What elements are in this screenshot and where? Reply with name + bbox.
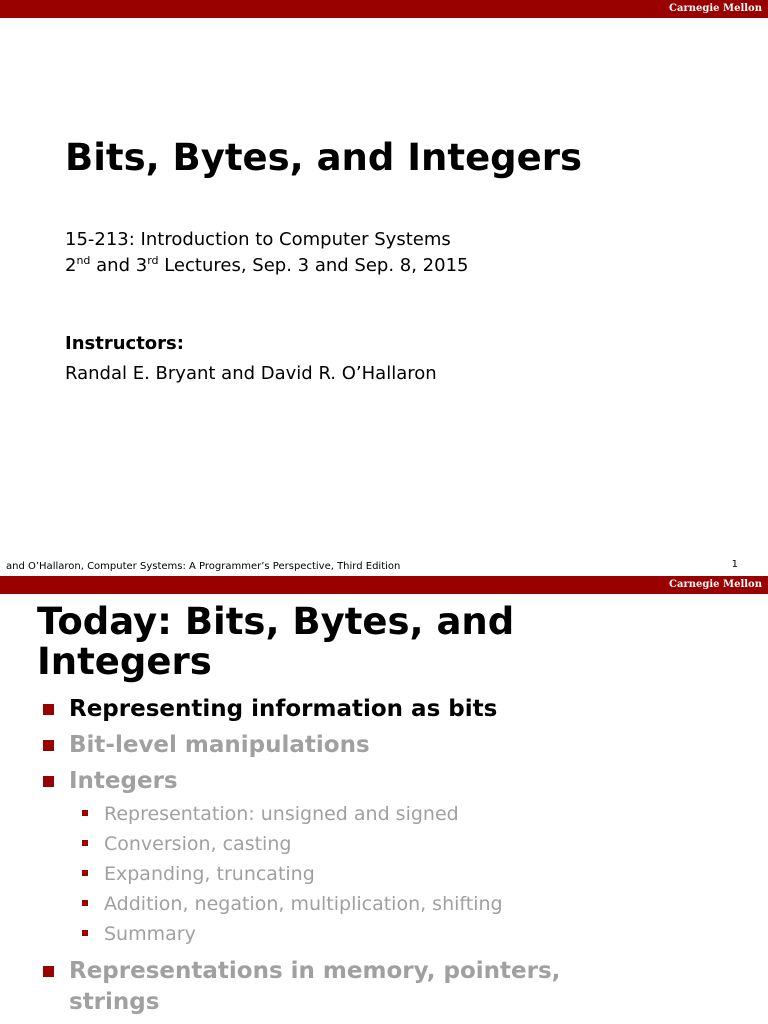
slide-footer: and O’Hallaron, Computer Systems: A Programmer’s Perspective, Third Edition <box>6 561 401 572</box>
bullet-square-icon <box>43 776 54 787</box>
bullet-text: Integers <box>69 768 178 794</box>
sub-bullet-square-icon <box>82 870 88 876</box>
sub-bullet-text: Conversion, casting <box>104 833 292 855</box>
lectures-n1: 2 <box>65 255 77 276</box>
sub-bullet-square-icon <box>82 840 88 846</box>
lectures-sup2: rd <box>147 254 159 267</box>
sub-bullet-square-icon <box>82 810 88 816</box>
instructors-names: Randal E. Bryant and David R. O’Hallaron <box>65 363 437 384</box>
instructors-heading: Instructors: <box>65 333 184 354</box>
bullet-text: Representations in memory, pointers, strings <box>69 958 561 1015</box>
course-line: 15-213: Introduction to Computer Systems <box>65 229 451 250</box>
sub-bullet-square-icon <box>82 900 88 906</box>
brand-bar <box>0 0 768 18</box>
slide-title: Bits, Bytes, and Integers <box>65 136 583 179</box>
lectures-line <box>65 253 468 279</box>
sub-bullet-text: Summary <box>104 923 196 945</box>
bullet-square-icon <box>43 966 54 977</box>
bullet-text: Bit-level manipulations <box>69 732 370 758</box>
lectures-rest: Lectures, Sep. 3 and Sep. 8, 2015 <box>158 255 469 276</box>
bullet-square-icon <box>43 740 54 751</box>
lectures-sup1: nd <box>76 254 91 267</box>
brand-bar <box>0 576 768 594</box>
brand-label: Carnegie Mellon <box>669 3 762 14</box>
bullet-text: Representing information as bits <box>69 696 498 722</box>
agenda-slide <box>0 576 768 1024</box>
sub-bullet-square-icon <box>82 930 88 936</box>
lectures-mid: and 3 <box>90 255 148 276</box>
page-number: 1 <box>731 559 738 570</box>
sub-bullet-text: Expanding, truncating <box>104 863 315 885</box>
brand-label: Carnegie Mellon <box>669 579 762 590</box>
bullet-square-icon <box>43 704 54 715</box>
sub-bullet-text: Representation: unsigned and signed <box>104 803 459 825</box>
sub-bullet-text: Addition, negation, multiplication, shifting <box>104 893 503 915</box>
slide-title: Today: Bits, Bytes, and Integers <box>37 600 515 683</box>
